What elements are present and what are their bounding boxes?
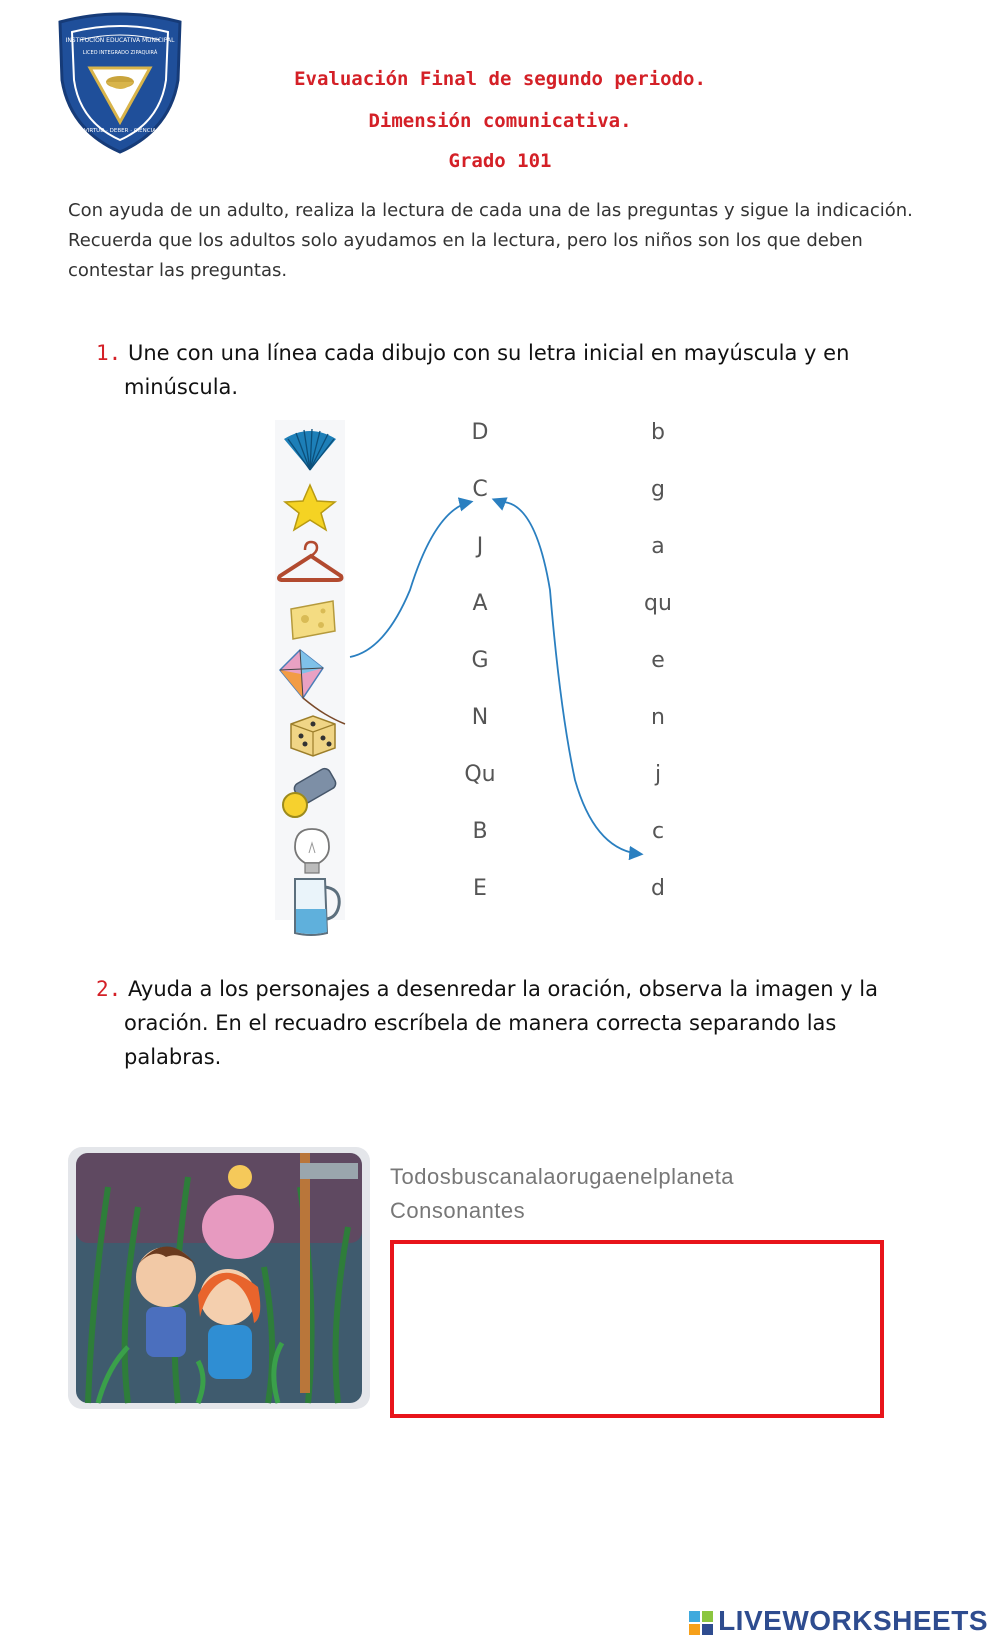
lowercase-letter[interactable]: j [654,762,662,787]
lowercase-letter[interactable]: c [651,819,665,844]
uppercase-letter[interactable]: J [476,534,484,559]
uppercase-letter[interactable]: D [471,420,489,445]
uppercase-letter[interactable]: G [471,648,489,673]
scrambled-line: Consonantes [390,1198,526,1223]
question-1-text-cont: minúscula. [124,375,239,399]
scrambled-line: Todosbuscanalaorugaenelplaneta [390,1164,735,1189]
question-1 [96,336,916,404]
matching-exercise [275,420,725,960]
uppercase-letter[interactable]: B [472,819,488,844]
question-1-number: 1. [96,341,122,365]
lowercase-letter[interactable]: d [651,876,665,901]
logo-motto: VIRTUD · DEBER · CIENCIA [84,128,156,134]
example-connector-lines [275,420,725,960]
answer-input-box[interactable] [390,1240,884,1418]
uppercase-letter[interactable]: C [472,477,488,502]
question-2-text: Ayuda a los personajes a desenredar la oración, observa la imagen y la [127,977,879,1001]
uppercase-letter[interactable]: N [471,705,489,730]
question-2-text-cont: oración. En el recuadro escríbela de manera correcta separando las [124,1011,837,1035]
uppercase-letter[interactable]: E [473,876,487,901]
instructions-line: Recuerda que los adultos solo ayudamos en la lectura, pero los niños son los que deben [68,230,863,251]
instructions-line: Con ayuda de un adulto, realiza la lectura de cada una de las preguntas y sigue la indicación. [68,200,913,221]
story-illustration [68,1147,370,1409]
scrambled-sentence [390,1160,734,1228]
question-2-text-cont: palabras. [124,1045,222,1069]
lowercase-letter[interactable]: qu [644,591,672,616]
lowercase-letter[interactable]: n [651,705,665,730]
kite-to-c-line [350,502,470,657]
instructions [68,196,948,286]
question-2-number: 2. [96,977,122,1001]
liveworksheets-logo-icon [688,1610,714,1636]
liveworksheets-brand [688,1605,988,1637]
question-2 [96,972,916,1074]
logo-text-top: INSTITUCIÓN EDUCATIVA MUNICIPAL [65,37,175,44]
lowercase-letter[interactable]: g [651,477,665,502]
grade-title: Grado 101 [448,150,552,172]
question-1-text: Une con una línea cada dibujo con su letra inicial en mayúscula y en [127,341,850,365]
uppercase-letter[interactable]: Qu [464,762,496,787]
uppercase-letter[interactable]: A [472,591,488,616]
logo-text-mid: LICEO INTEGRADO ZIPAQUIRÁ [82,50,158,56]
lowercase-letter[interactable]: a [651,534,665,559]
lowercase-letter[interactable]: e [651,648,665,673]
brand-name: LIVEWORKSHEETS [718,1605,988,1636]
c-to-c-line [500,502,640,854]
instructions-line: contestar las preguntas. [68,260,288,281]
evaluation-title: Evaluación Final de segundo periodo. [294,68,706,90]
lowercase-letter[interactable]: b [651,420,665,445]
subject-title: Dimensión comunicativa. [368,110,632,132]
